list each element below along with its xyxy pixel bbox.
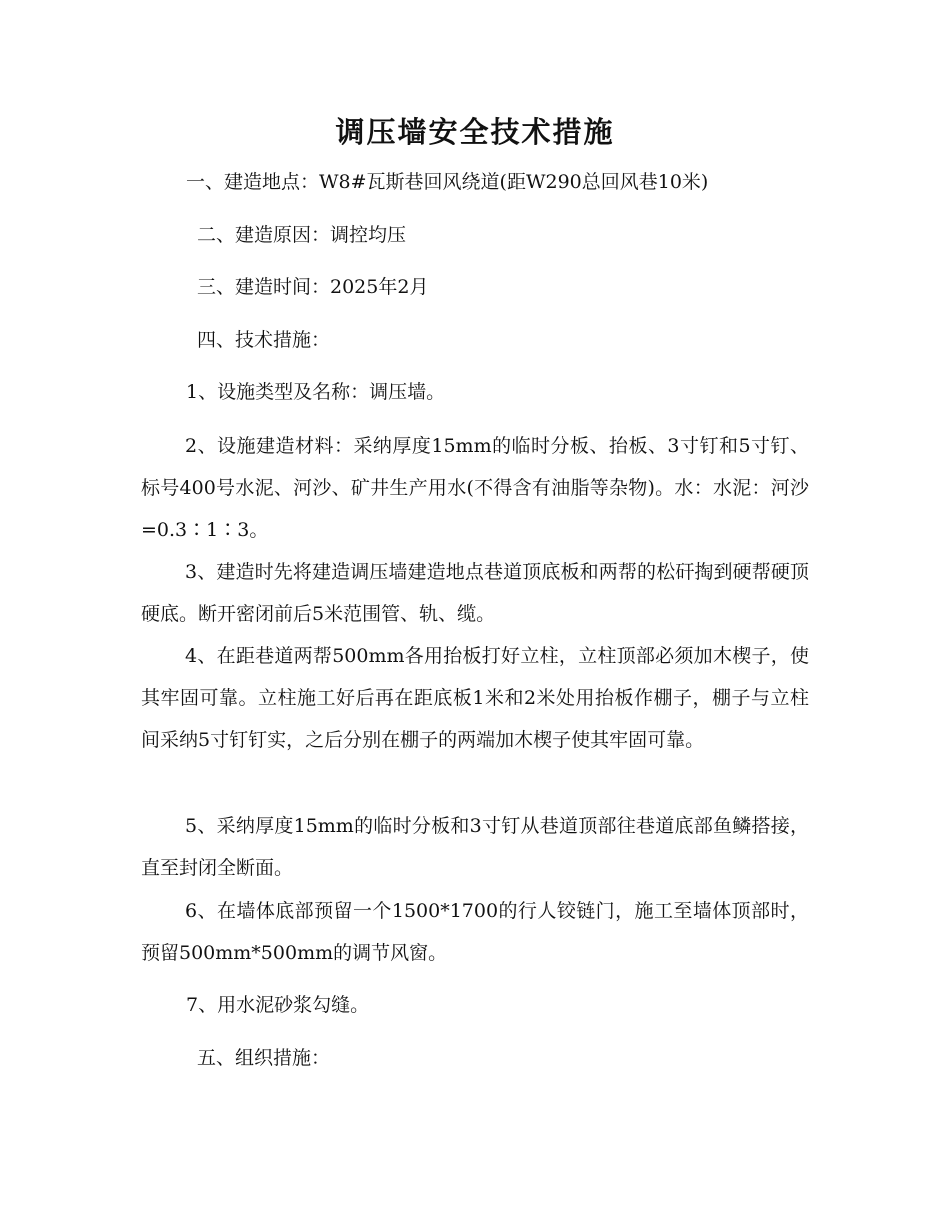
document-title: 调压墙安全技术措施 xyxy=(335,115,615,149)
item-1: 1、设施类型及名称：调压墙。 xyxy=(186,381,446,403)
item-4: 4、在距巷道两帮500mm各用抬板打好立柱，立柱顶部必须加木楔子，使其牢固可靠。立柱施工好后再在距底板1米和2米处用抬板作棚子，棚子与立柱间采纳5寸钉钉实，之后分别在棚子的两端加木楔子使其牢固可靠。 xyxy=(141,645,809,751)
section-time: 三、建造时间：2025年2月 xyxy=(197,276,429,298)
section-reason: 二、建造原因：调控均压 xyxy=(197,224,407,246)
section-location: 一、建造地点：W8#瓦斯巷回风绕道(距W290总回风巷10米) xyxy=(186,171,709,193)
item-2: 2、设施建造材料：采纳厚度15mm的临时分板、抬板、3寸钉和5寸钉、标号400号水泥、河沙、矿井生产用水(不得含有油脂等杂物)。水：水泥：河沙=0.3∶1∶3。 xyxy=(141,435,809,541)
section-organization-heading: 五、组织措施： xyxy=(197,1047,331,1069)
item-5: 5、采纳厚度15mm的临时分板和3寸钉从巷道顶部往巷道底部鱼鳞搭接，直至封闭全断面。 xyxy=(141,815,809,879)
item-3: 3、建造时先将建造调压墙建造地点巷道顶底板和两帮的松矸掏到硬帮硬顶硬底。断开密闭前后5米范围管、轨、缆。 xyxy=(141,561,809,625)
item-6: 6、在墙体底部预留一个1500*1700的行人铰链门，施工至墙体顶部时，预留500mm*500mm的调节风窗。 xyxy=(141,900,809,964)
item-7: 7、用水泥砂浆勾缝。 xyxy=(186,994,370,1016)
section-technical-heading: 四、技术措施： xyxy=(197,329,331,351)
